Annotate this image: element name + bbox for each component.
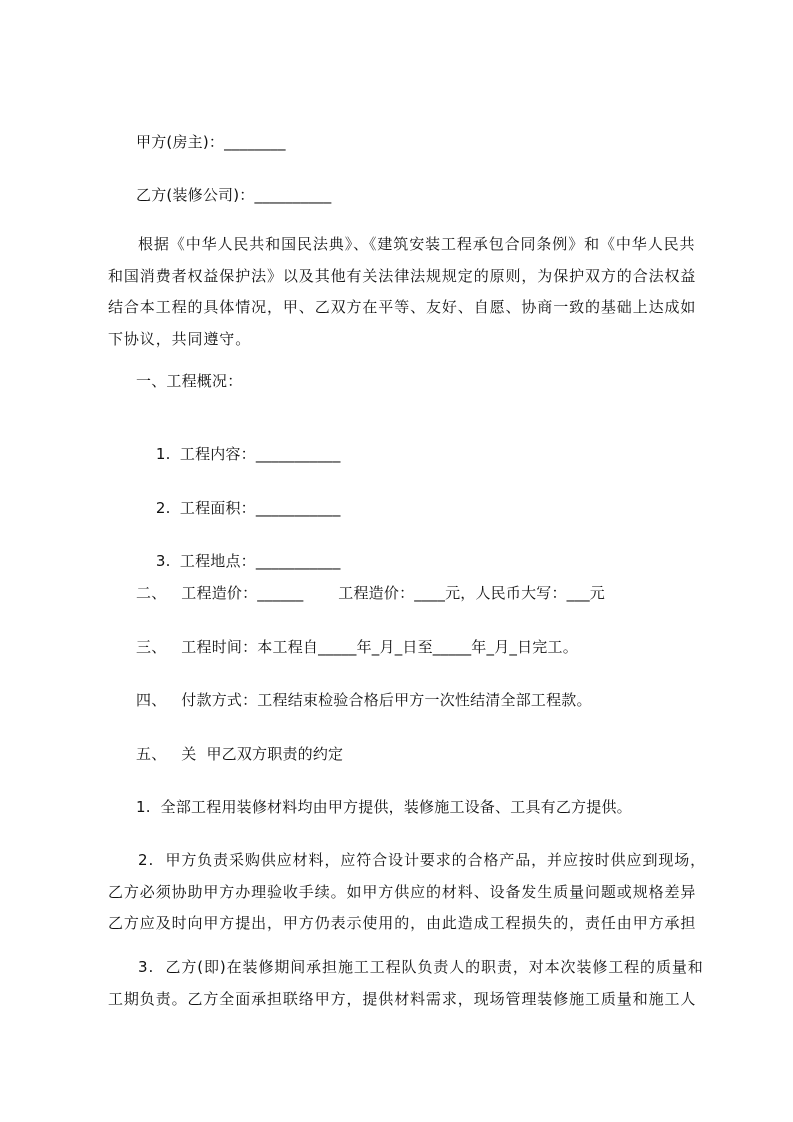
duty-item-2 — [108, 845, 708, 940]
duty-line: 乙方必须协助甲方办理验收手续。如甲方供应的材料、设备发生质量问题或规格差异 — [108, 882, 697, 901]
item-text: 工程地点：___________ — [179, 552, 341, 570]
duty-line: 2. 甲方负责采购供应材料，应符合设计要求的合格产品，并应按时供应到现场， — [138, 851, 707, 869]
section-three-time: 三、 工程时间：本工程自_____年_月_日至_____年_月_日完工。 — [136, 638, 578, 656]
item-text: 工程面积：___________ — [179, 499, 341, 517]
section-four-payment: 四、 付款方式：工程结束检验合格后甲方一次性结清全部工程款。 — [136, 691, 592, 709]
overview-item — [136, 424, 341, 484]
preamble-paragraph — [108, 229, 708, 355]
item-number: 2. — [155, 499, 171, 517]
preamble-line: 结合本工程的具体情况，甲、乙双方在平等、友好、自愿、协商一致的基础上达成如 — [108, 298, 697, 316]
section-two-price: 二、 工程造价：______ 工程造价：____元，人民币大写：___元 — [136, 584, 605, 602]
overview-item — [136, 531, 341, 591]
preamble-line: 下协议，共同遵守。 — [108, 329, 252, 348]
item-text: 工程内容：___________ — [179, 445, 341, 463]
section-five-heading: 五、 关 甲乙双方职责的约定 — [136, 745, 344, 763]
party-a-line: 甲方(房主)：________ — [136, 133, 286, 151]
duty-item-3 — [108, 952, 708, 1015]
section-one-heading: 一、工程概况： — [136, 372, 243, 390]
duty-line: 3. 乙方(即)在装修期间承担施工工程队负责人的职责，对本次装修工程的质量和 — [138, 958, 704, 976]
duty-item-1: 1. 全部工程用装修材料均由甲方提供，装修施工设备、工具有乙方提供。 — [136, 798, 632, 816]
item-number: 3. — [155, 552, 171, 570]
preamble-line: 和国消费者权益保护法》以及其他有关法律法规规定的原则，为保护双方的合法权益 — [108, 266, 697, 285]
item-number: 1. — [155, 445, 171, 463]
duty-line: 乙方应及时向甲方提出，甲方仍表示使用的，由此造成工程损失的，责任由甲方承担 — [108, 914, 697, 932]
duty-line: 工期负责。乙方全面承担联络甲方，提供材料需求，现场管理装修施工质量和施工人 — [108, 989, 697, 1008]
overview-item — [136, 478, 341, 538]
party-b-line: 乙方(装修公司)：__________ — [136, 186, 332, 204]
preamble-line: 根据《中华人民共和国民法典》、《建筑安装工程承包合同条例》和《中华人民共 — [138, 235, 696, 253]
